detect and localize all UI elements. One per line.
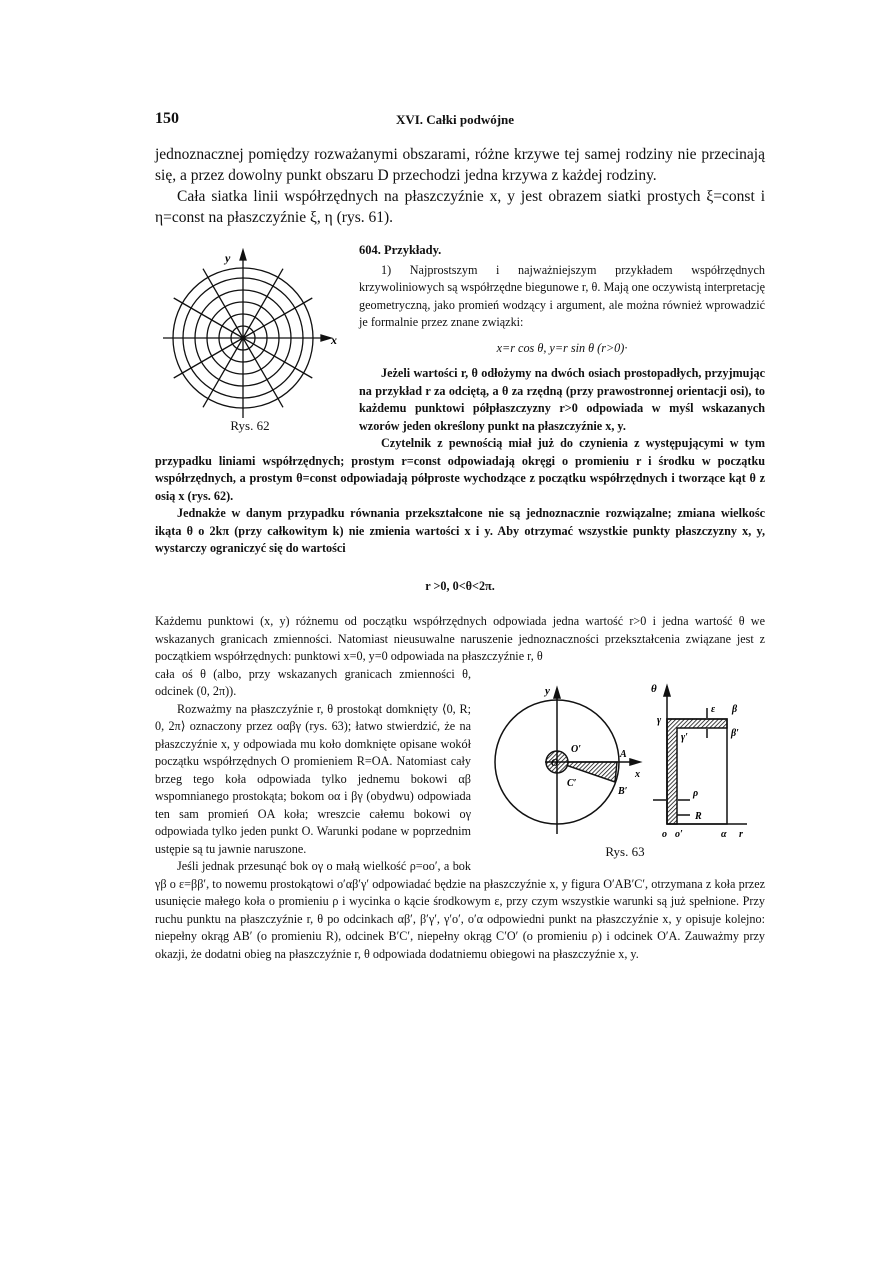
section-heading: 604. Przykłady. [359, 243, 442, 257]
fig63-caption: Rys. 63 [605, 843, 645, 859]
fig62-x-label: x [331, 333, 337, 347]
label-o-prime: o′ [675, 828, 683, 840]
paragraph: Jednakże w danym przypadku równania przekształcone nie są jednoznacznie rozwiązalne; zmiana wielkośc ikąta θ o 2kπ (przy całkowitym k) nie zmienia wartości x i y. Aby otrzymać wszystkie punkty płaszczyzny x, y, wystarczy ograniczyć się do wartości [155, 506, 765, 555]
label-R: R [695, 810, 702, 822]
label-O-prime: O′ [571, 743, 582, 755]
figure-62-block [155, 248, 345, 434]
section-604 [155, 242, 765, 963]
label-B-prime: B′ [618, 785, 628, 797]
figure-62 [155, 248, 345, 418]
label-beta-prime: β′ [731, 727, 739, 739]
label-epsilon: ε [711, 703, 716, 715]
figure-63-block [485, 672, 765, 860]
fig62-y-label: y [225, 251, 231, 265]
label-r: r [739, 828, 743, 840]
label-beta: β [732, 703, 738, 715]
formula: r >0, 0<θ<2π. [425, 578, 495, 593]
page-header [155, 108, 765, 144]
paragraph: 1) Najprostszym i najważniejszym przykładem współrzędnych krzywoliniowych są współrzędne biegunowe r, θ. Mają one oczywistą interpretację geometryczną, jako promień wodzący i argument, ale można również wprowadzić je formalnie przez znane związki: [359, 262, 765, 329]
label-x: x [635, 768, 640, 780]
label-C-prime: C′ [567, 777, 577, 789]
intro [155, 144, 765, 228]
paragraph-part: okręgi o promieniu r i środku w początku współrzędnych, a prostym θ=const odpowiadają półproste wychodzące z początku współrzędnych i tworzące kąt θ z osią x (rys. 62). [155, 453, 766, 503]
label-y: y [545, 684, 550, 697]
paragraph: Rozważmy na płaszczyźnie r, θ prostokąt domknięty ⟨0, R; 0, 2π⟩ oznaczony przez oαβγ (rys. 63); łatwo stwierdzić, że na płaszczyźnie x, y odpowiada mu koło domknięte opisane wokół początku współrzędnych O promieniem R=OA. Natomiast cały brzeg tego koła odpowiada tylko jednemu bokowi αβ wspomnianego prostokąta; bokom oα i βγ (obydwu) odpowiada ten sam promień OA koła; wreszcie całemu bokowi oγ odpowiada tylko jeden punkt O. Warunki podane w poprzednim ustępie są tu jawnie naruszone. [155, 701, 471, 856]
paragraph [155, 858, 765, 963]
paragraph [155, 435, 765, 505]
paragraph: cała oś θ (albo, przy wskazanych granicach zmienności θ, odcinek (0, 2π)). [155, 666, 471, 698]
fig62-caption: Rys. 62 [230, 418, 270, 433]
label-gamma: γ [657, 714, 662, 726]
page-number: 150 [155, 110, 179, 127]
figure-63 [485, 672, 765, 844]
polar-plane-diagram [495, 688, 640, 834]
label-A: A [620, 748, 627, 760]
formula: x=r cos θ, y=r sin θ (r>0)· [496, 340, 628, 355]
label-o: o [662, 828, 667, 840]
label-O: O [551, 757, 559, 769]
paragraph: Jeżeli wartości r, θ odłożymy na dwóch osiach prostopadłych, przyjmując na przykład r za odciętą, a θ za rzędną (przy prawostronnej orientacji osi), to każdemu punktowi półpłaszczyzny r>0 odpowiada w myśl wskazanych wzorów jeden określony punkt na płaszczyźnie x, y. [359, 366, 765, 433]
paragraph-part: o′αβ′γ′ odpowiadać będzie na płaszczyźnie x, y figura O′AB′C′, otrzymana z koła przez usunięcie małego koła o promieniu ρ i wycinka o kącie środkowym ε, przy czym wszystkie warunki są już spełnione. Przy ruchu punktu na płaszczyźnie r, θ po odcinkach αβ′, β′γ′, γ′o′, o′α odpowiedni punkt na płaszczyźnie x, y opisuje kolejno: niepełny okrąg AB′ (o promieniu R), odcinek B′C′, niepełny okrąg C′O′ (o promieniu ρ) i odcinek O′A. Zauważmy przy okazji, że dodatni obieg na płaszczyźnie r, θ odpowiada dodatniemu obiegowi na płaszczyźnie x, y. [155, 876, 766, 961]
intro-paragraph: Cała siatka linii współrzędnych na płaszczyźnie x, y jest obrazem siatki prostych ξ=const i η=const na płaszczyźnie ξ, η (rys. 61). [155, 188, 765, 226]
page [155, 108, 765, 963]
running-title: XVI. Całki podwójne [395, 112, 515, 127]
label-theta: θ [651, 682, 657, 695]
paragraph-part: Jeśli jednak przesunąć bok oγ o małą wielkość ρ=oo′, a bok γβ o ε=ββ′, to nowemu prostokątowi [155, 859, 471, 891]
label-gamma-prime: γ′ [681, 731, 688, 743]
paragraph-part: Czytelnik z pewnością miał już do czynienia z występującymi w tym przypadku liniami współrzędnych; prostym r=const odpowiadają [155, 436, 765, 468]
label-alpha: α [721, 828, 727, 840]
intro-paragraph: jednoznacznej pomiędzy rozważanymi obszarami, różne krzywe tej samej rodziny nie przecinają się, a przez dowolny punkt obszaru D przechodzi jedna krzywa z każdej rodziny. [155, 146, 765, 184]
paragraph: Każdemu punktowi (x, y) różnemu od początku współrzędnych odpowiada jedna wartość r>0 i jedna wartość θ we wskazanych granicach zmienności. Natomiast nieusuwalne naruszenie jednoznaczności przekształcenia związane jest z początkiem współrzędnych: punktowi x=0, y=0 odpowiada na płaszczyźnie r, θ [155, 614, 765, 663]
label-rho: ρ [693, 787, 699, 799]
